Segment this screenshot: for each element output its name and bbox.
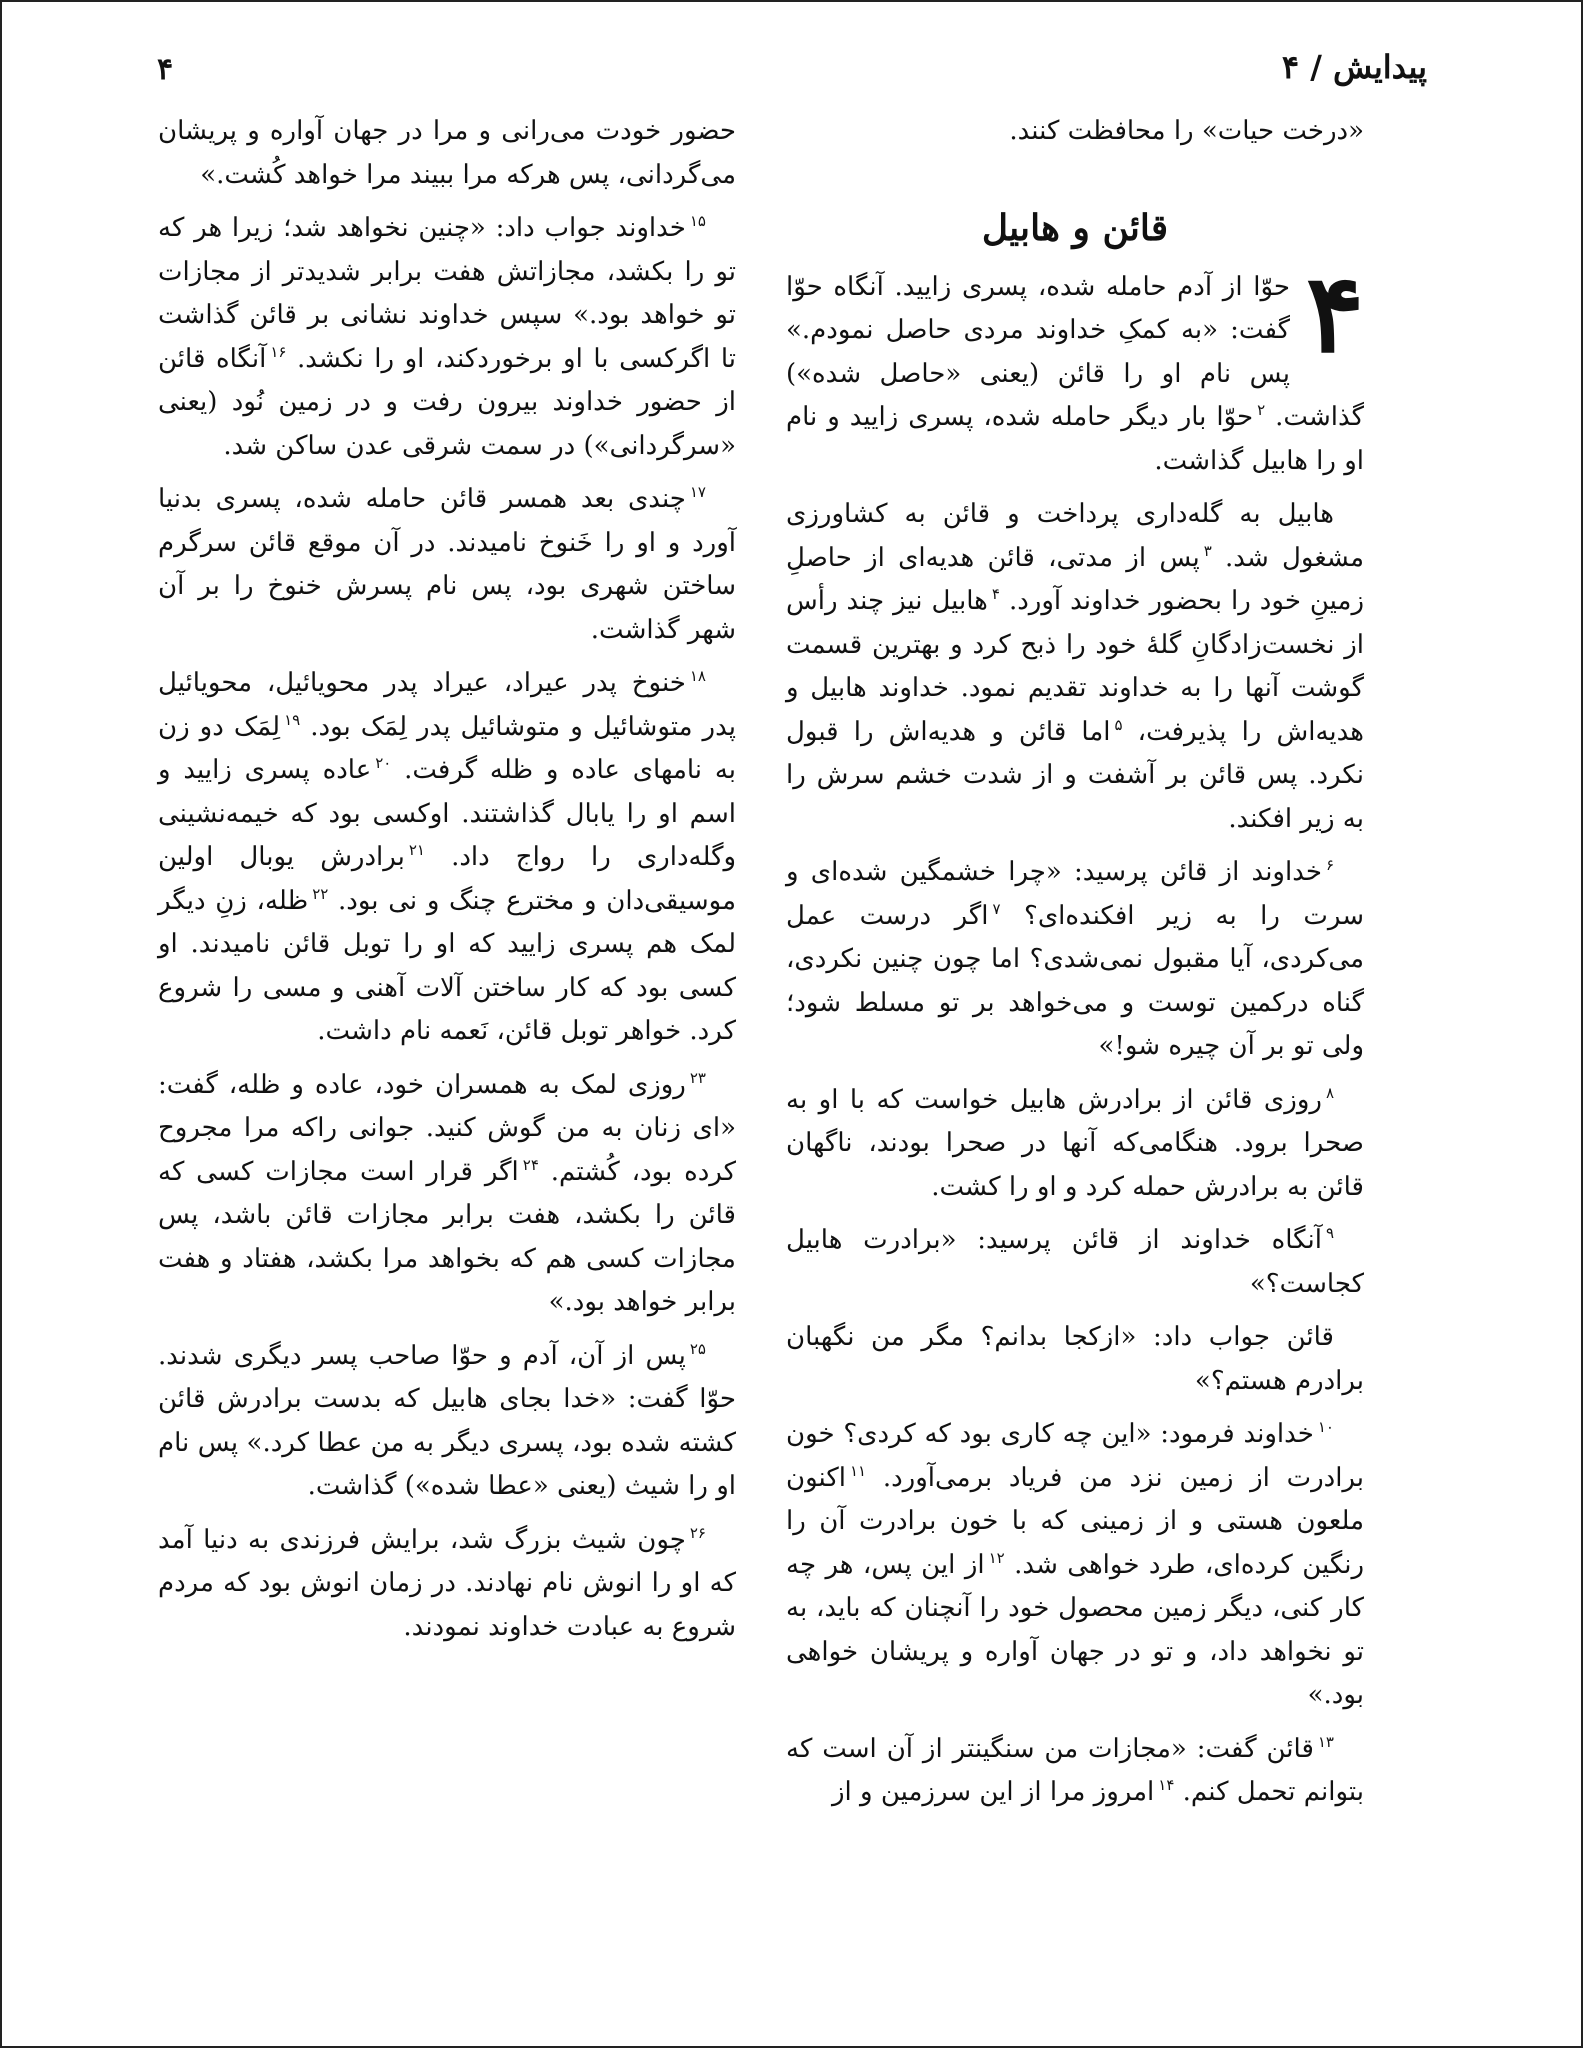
verse-text: روزی لمک به همسران خود، عاده و ظله، گفت: «ای زنان به من گوش کنید. جوانی راکه مرا مجروح کرده بود، کُشتم.: [158, 1069, 737, 1187]
verse-number: ۵: [1114, 715, 1123, 734]
verse-number: ۱۰: [1317, 1418, 1334, 1437]
verse-text: آنگاه قائن از حضور خداوند بیرون رفت و در زمین نُود (یعنی «سرگردانی») در سمت شرقی عدن ساکن شد.: [158, 343, 736, 461]
verse-text: آنگاه خداوند از قائن پرسید: «برادرت هابیل کجاست؟»: [786, 1225, 1364, 1299]
verse-text: هابیل به گله‌داری پرداخت و قائن به کشاورزی مشغول شد.: [786, 499, 1365, 573]
chapter-number: ۴: [1305, 250, 1364, 377]
verse-paragraph: [158, 662, 736, 1054]
verse-text: امروز مرا از این سرزمین و از: [831, 1777, 1155, 1807]
verse-number: ۱۸: [689, 667, 706, 686]
verse-number: ۳: [1203, 541, 1212, 560]
verse-paragraph: [786, 1219, 1364, 1306]
verse-number: ۱۱: [849, 1461, 867, 1480]
verse-text: برادرش یوبال اولین موسیقی‌دان و مخترع چنگ و نی بود.: [158, 842, 736, 916]
verse-paragraph: [158, 1064, 736, 1325]
verse-text: حضور خودت می‌رانی و مرا در جهان آواره و پریشان می‌گردانی، پس هرکه مرا ببیند مرا خواهد کُشت.»: [158, 116, 736, 190]
verse-number: ۹: [1325, 1224, 1334, 1243]
verse-text: روزی قائن از برادرش هابیل خواست که با او به صحرا برود. هنگامی‌که آنها در صحرا بودند، ناگهان قائن به برادرش حمله کرد و او را کشت.: [786, 1084, 1364, 1202]
verse-paragraph: [158, 1335, 736, 1509]
verse-text: خداوند از قائن پرسید: «چرا خشمگین شده‌ای و سرت را به زیر افکنده‌ای؟: [786, 857, 1364, 931]
verse-number: ۲۲: [312, 884, 329, 903]
verse-number: ۲۰: [375, 754, 392, 773]
verse-paragraph: [786, 1413, 1364, 1718]
verse-paragraph: [786, 250, 1364, 484]
verse-paragraph: [786, 1079, 1364, 1210]
verse-text: خداوند جواب داد: «چنین نخواهد شد؛ زیرا هر که تو را بکشد، مجازاتش هفت برابر شدیدتر از مجازات تو خواهد بود.» سپس خداوند نشانی بر قائن گذاشت تا اگرکسی با او برخوردکند، او را نکشد.: [158, 213, 736, 374]
verse-number: ۱۲: [988, 1548, 1005, 1567]
verse-text: اما قائن و هدیه‌اش را قبول نکرد. پس قائن بر آشفت و از شدت خشم سرش را به زیر افکند.: [786, 716, 1364, 834]
left-column: [158, 110, 736, 1659]
verse-number: ۲۵: [689, 1339, 706, 1358]
verse-text: خداوند فرمود: «این چه کاری بود که کردی؟ خون برادرت از زمین نزد من فریاد برمی‌آورد.: [786, 1419, 1365, 1493]
continuation-line: «درخت حیات» را محافظت کنند.: [1009, 116, 1364, 146]
verse-paragraph: [158, 478, 736, 652]
verse-text: چون شیث بزرگ شد، برایش فرزندی به دنیا آمد که او را انوش نام نهادند. در زمان انوش بود که مردم شروع به عبادت خداوند نمودند.: [158, 1524, 736, 1642]
verse-number: ۲: [1257, 401, 1266, 420]
verse-paragraph: [786, 1316, 1364, 1403]
section-heading: قائن و هابیل: [981, 206, 1169, 249]
verse-text: از این پس، هر چه کار کنی، دیگر زمین محصول خود را آنچنان که باید، به تو نخواهد داد، و تو در جهان آواره و پریشان خواهی بود.»: [786, 1549, 1364, 1710]
verse-text: حوّا از آدم حامله شده، پسری زایید. آنگاه حوّا گفت: «به کمکِ خداوند مردی حاصل نمودم.» پس نام او را قائن (یعنی «حاصل شده») گذاشت.: [786, 271, 1364, 432]
verse-text: خنوخ پدر عیراد، عیراد پدر محویائیل، محویائیل پدر متوشائیل و متوشائیل پدر لِمَک بود.: [158, 668, 736, 742]
verse-number: ۷: [992, 899, 1001, 918]
verse-text: پس از آن، آدم و حوّا صاحب پسر دیگری شدند. حوّا گفت: «خدا بجای هابیل که بدست برادرش قائن کشته شده بود، پسری دیگر به من عطا کرد.» پس نام او را شیث (یعنی «عطا شده») گذاشت.: [158, 1340, 736, 1501]
verse-text: قائن جواب داد: «ازکجا بدانم؟ مگر من نگهبان برادرم هستم؟»: [786, 1322, 1364, 1396]
verse-paragraph: [158, 1519, 736, 1650]
verse-number: ۴: [991, 585, 1000, 604]
verse-number: ۲۳: [689, 1068, 706, 1087]
verse-text: اگر درست عمل می‌کردی، آیا مقبول نمی‌شدی؟ اما چون چنین نکردی، گناه درکمین توست و می‌خواهد بر تو مسلط شود؛ ولی تو بر آن چیره شو!»: [786, 900, 1364, 1061]
verse-text: قائن گفت: «مجازات من سنگینتر از آن است که بتوانم تحمل کنم.: [786, 1733, 1364, 1807]
verse-paragraph: [158, 207, 736, 468]
verse-number: ۱۶: [270, 342, 287, 361]
verse-paragraph: [786, 851, 1364, 1069]
verse-text: اکنون ملعون هستی و از زمینی که با خون برادرت آن را رنگین کرده‌ای، طرد خواهی شد.: [786, 1462, 1364, 1580]
verse-paragraph: [158, 110, 736, 197]
running-title: پیدایش / ۴: [1281, 48, 1427, 86]
verse-paragraph: [786, 493, 1364, 841]
verse-number: ۱۴: [1158, 1776, 1175, 1795]
verse-text: هابیل نیز چند رأس از نخست‌زادگانِ گلهٔ خود را ذبح کرد و بهترین قسمت گوشت آنها را به خداوند تقدیم نمود. خداوند هابیل و هدیه‌اش را پذیرفت،: [786, 586, 1365, 747]
verse-text: اگر قرار است مجازات کسی که قائن را بکشد، هفت برابر مجازات قائن باشد، پس مجازات کسی هم که بخواهد مرا بکشد، هفتاد و هفت برابر خواهد بود.»: [158, 1156, 736, 1317]
verse-number: ۸: [1325, 1083, 1334, 1102]
verse-text: پس از مدتی، قائن هدیه‌ای از حاصلِ زمینِ خود را بحضور خداوند آورد.: [786, 542, 1365, 616]
right-column: [786, 110, 1364, 1825]
verse-text: عاده پسری زایید و اسم او را یابال گذاشتند. اوکسی بود که خیمه‌نشینی وگله‌داری را رواج داد.: [158, 755, 737, 872]
verse-paragraph: [786, 1728, 1364, 1815]
verse-text: ظله، زنِ دیگر لمک هم پسری زایید که او را توبل قائن نامیدند. او کسی بود که کار ساختن آلات آهنی و مسی را شروع کرد. خواهر توبل قائن، نَعمه نام داشت.: [158, 885, 736, 1046]
verse-number: ۲۱: [408, 841, 425, 860]
verse-number: ۶: [1325, 856, 1334, 875]
verse-text: چندی بعد همسر قائن حامله شده، پسری بدنیا آورد و او را خَنوخ نامیدند. در آن موقع قائن سرگرم ساختن شهری بود، پس نام پسرش خنوخ را بر آن شهر گذاشت.: [158, 484, 736, 645]
verse-text: لِمَک دو زن به نامهای عاده و ظله گرفت.: [158, 711, 736, 785]
verse-number: ۱۷: [689, 483, 706, 502]
verse-number: ۱۵: [689, 212, 706, 231]
verse-number: ۱۹: [284, 710, 301, 729]
verse-number: ۱۳: [1317, 1732, 1334, 1751]
page-number: ۴: [157, 52, 174, 87]
verse-number: ۲۴: [522, 1155, 539, 1174]
verse-number: ۲۶: [689, 1523, 706, 1542]
verse-text: حوّا بار دیگر حامله شده، پسری زایید و نام او را هابیل گذاشت.: [786, 402, 1364, 476]
